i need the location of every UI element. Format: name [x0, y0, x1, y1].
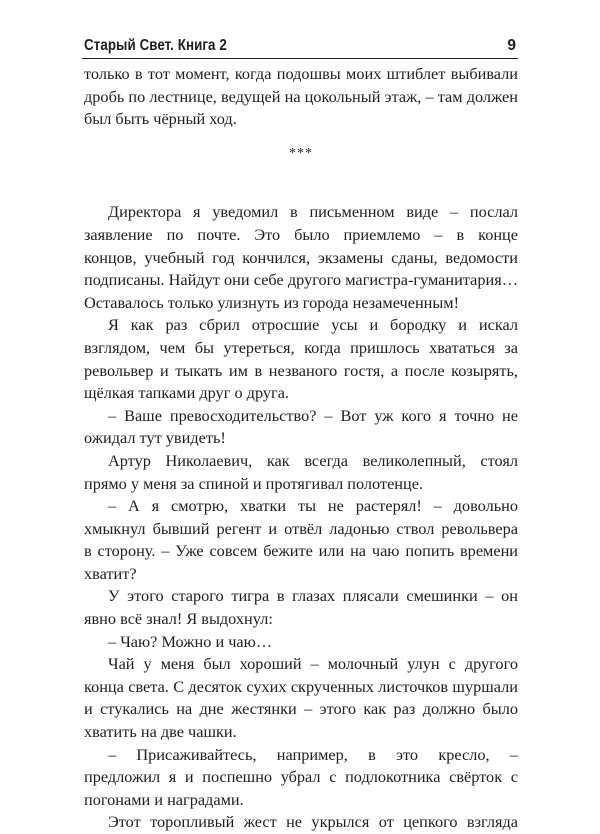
text-line: конца света. С десяток сухих скрученных листочков шуршали [84, 676, 518, 696]
page-number: 9 [507, 37, 516, 54]
text-line: У этого старого тигра в глазах плясали смешинки – он [108, 586, 518, 606]
text-line: погонами и наградами. [84, 789, 244, 809]
text-line: хватит? [84, 563, 137, 583]
text-line: Артур Николаевич, как всегда великолепный, стоял [108, 450, 518, 470]
text-line: взглядом, чем бы утереться, когда пришлось хвататься за [84, 337, 518, 357]
running-head [82, 36, 518, 59]
text-line: – Ваше превосходительство? – Вот уж кого я точно не [108, 405, 518, 425]
text-line: и стукались на дне жестянки – этого как раз должно было [84, 699, 518, 719]
text-line: был быть чёрный ход. [84, 109, 237, 129]
text-line: прямо у меня за спиной и протягивал полотенце. [84, 473, 424, 493]
text-line: Я как раз сбрил отросшие усы и бородку и искал [108, 315, 518, 335]
text-line: револьвер и тыкать им в незваного гостя, а после козырять, [84, 360, 518, 380]
text-line: хмыкнул бывший регент и отвёл ладонью ствол револьвера [84, 518, 518, 538]
text-line: Чай у меня был хороший – молочный улун с другого [108, 654, 518, 674]
text-line: щёлкая тапками друг о друга. [84, 383, 289, 403]
text-line: подписаны. Найдут они себе другого магистра-гуманитария… [84, 270, 518, 290]
text-line: дробь по лестнице, ведущей на цокольный этаж, – там должен [84, 86, 518, 106]
text-line: в сторону. – Уже совсем бежите или на чаю попить времени [84, 541, 518, 561]
text-line: только в тот момент, когда подошвы моих штиблет выбивали [84, 64, 518, 83]
text-line: предложил я и поспешно убрал с подлокотника свёрток с [84, 767, 518, 787]
text-line: концов, учебный год кончился, экзамены сданы, ведомости [84, 247, 518, 267]
text-line: Директора я уведомил в письменном виде – послал [108, 202, 518, 222]
book-title: Старый Свет. Книга 2 [84, 37, 227, 54]
body-text [84, 63, 518, 834]
section-separator: *** [289, 145, 313, 161]
text-line: – Чаю? Можно и чаю… [108, 631, 273, 651]
text-line: Оставалось только улизнуть из города незамеченным! [84, 292, 460, 312]
text-line: ожидал тут увидеть! [84, 428, 226, 448]
text-line: – Присаживайтесь, например, в это кресло, – [108, 744, 518, 764]
text-line: хватить на две чашки. [84, 722, 237, 742]
text-line: Этот торопливый жест не укрылся от цепкого взгляда [108, 812, 518, 832]
text-line: явно всё знал! Я выдохнул: [84, 609, 273, 629]
text-line: – А я смотрю, хватки ты не растерял! – довольно [108, 496, 518, 516]
text-line: заявление по почте. Это было приемлемо – в конце [84, 224, 518, 244]
